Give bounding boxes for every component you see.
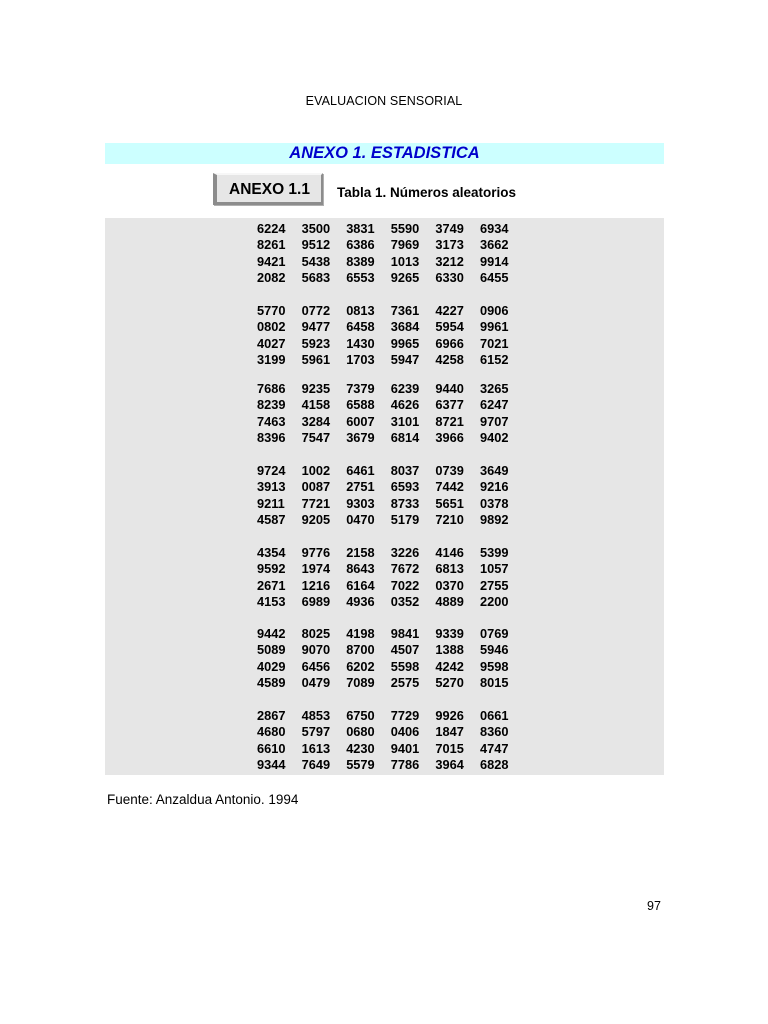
table-row	[257, 463, 525, 479]
number-cell: 0772	[301, 303, 331, 318]
table-row	[257, 708, 525, 724]
table-row	[257, 336, 525, 352]
number-cell: 5651	[435, 495, 464, 511]
number-cell: 9442	[257, 626, 286, 641]
number-cell: 7022	[390, 577, 420, 593]
table-row	[257, 479, 525, 495]
number-cell: 6386	[346, 237, 375, 253]
number-cell: 6202	[346, 658, 375, 674]
number-cell: 8261	[257, 237, 286, 253]
number-cell: 4587	[257, 511, 286, 527]
number-cell: 2158	[346, 545, 375, 560]
number-cell: 6461	[346, 463, 375, 478]
table-row	[257, 512, 525, 528]
number-cell: 2200	[479, 593, 509, 609]
number-cell: 9339	[435, 626, 464, 641]
table-row	[257, 561, 525, 577]
number-cell: 6813	[435, 561, 464, 577]
number-cell: 7463	[257, 413, 286, 429]
number-block	[257, 626, 525, 691]
number-cell: 3173	[435, 237, 464, 253]
number-cell: 1847	[435, 724, 464, 740]
number-cell: 6152	[479, 351, 509, 367]
number-cell: 0352	[390, 593, 420, 609]
number-cell: 3831	[346, 221, 375, 236]
number-cell: 4747	[479, 740, 509, 756]
number-cell: 8037	[390, 463, 420, 478]
table-caption: Tabla 1. Números aleatorios	[337, 185, 517, 200]
number-cell: 5954	[435, 319, 464, 335]
number-cell: 2082	[257, 269, 286, 285]
number-cell: 6814	[390, 429, 420, 445]
number-cell: 0661	[479, 708, 509, 723]
table-row	[257, 237, 525, 253]
number-cell: 7672	[390, 561, 420, 577]
number-cell: 8239	[257, 397, 286, 413]
number-cell: 6456	[301, 658, 331, 674]
number-cell: 2751	[346, 479, 375, 495]
number-cell: 1216	[301, 577, 331, 593]
number-cell: 5598	[390, 658, 420, 674]
number-cell: 8700	[346, 642, 375, 658]
number-cell: 3913	[257, 479, 286, 495]
number-cell: 1703	[346, 351, 375, 367]
number-cell: 3212	[435, 253, 464, 269]
number-cell: 0470	[346, 511, 375, 527]
number-cell: 8643	[346, 561, 375, 577]
number-cell: 3500	[301, 221, 331, 236]
number-cell: 9961	[479, 319, 509, 335]
number-cell: 4889	[435, 593, 464, 609]
number-cell: 6828	[479, 756, 509, 772]
number-cell: 7210	[435, 511, 464, 527]
number-cell: 4029	[257, 658, 286, 674]
table-row	[257, 414, 525, 430]
number-cell: 7021	[479, 335, 509, 351]
number-cell: 4153	[257, 593, 286, 609]
number-cell: 0087	[301, 479, 331, 495]
number-cell: 4198	[346, 626, 375, 641]
number-cell: 1613	[301, 740, 331, 756]
number-cell: 2755	[479, 577, 509, 593]
number-cell: 1013	[390, 253, 420, 269]
source-note: Fuente: Anzaldua Antonio. 1994	[107, 792, 299, 807]
number-cell: 9205	[301, 511, 331, 527]
number-cell: 4936	[346, 593, 375, 609]
number-cell: 5579	[346, 756, 375, 772]
table-row	[257, 626, 525, 642]
number-cell: 4227	[435, 303, 464, 318]
table-row	[257, 757, 525, 773]
number-cell: 9216	[479, 479, 509, 495]
number-cell: 5399	[479, 545, 509, 560]
number-cell: 7729	[390, 708, 420, 723]
table-row	[257, 724, 525, 740]
number-cell: 1002	[301, 463, 331, 478]
number-cell: 0479	[301, 674, 331, 690]
number-cell: 5770	[257, 303, 286, 318]
number-cell: 6934	[479, 221, 509, 236]
number-cell: 9303	[346, 495, 375, 511]
number-cell: 6377	[435, 397, 464, 413]
number-cell: 2671	[257, 577, 286, 593]
table-row	[257, 254, 525, 270]
table-row	[257, 270, 525, 286]
number-cell: 4354	[257, 545, 286, 560]
number-block	[257, 381, 525, 446]
number-cell: 9914	[479, 253, 509, 269]
annex-title: ANEXO 1. ESTADISTICA	[289, 144, 480, 162]
number-cell: 8025	[301, 626, 331, 641]
annex-label-box	[213, 173, 323, 205]
number-cell: 5946	[479, 642, 509, 658]
number-cell: 7786	[390, 756, 420, 772]
number-cell: 8015	[479, 674, 509, 690]
number-cell: 9421	[257, 253, 286, 269]
number-cell: 9598	[479, 658, 509, 674]
number-cell: 6553	[346, 269, 375, 285]
number-cell: 9235	[301, 381, 331, 396]
number-cell: 3101	[390, 413, 420, 429]
number-cell: 6989	[301, 593, 331, 609]
random-numbers-table	[105, 218, 664, 775]
number-cell: 2575	[390, 674, 420, 690]
table-row	[257, 397, 525, 413]
number-cell: 0906	[479, 303, 509, 318]
number-cell: 7686	[257, 381, 286, 396]
number-cell: 8396	[257, 429, 286, 445]
number-cell: 0739	[435, 463, 464, 478]
running-header: EVALUACION SENSORIAL	[305, 94, 463, 108]
number-cell: 1974	[301, 561, 331, 577]
number-cell: 9265	[390, 269, 420, 285]
number-cell: 9776	[301, 545, 331, 560]
table-row	[257, 578, 525, 594]
number-cell: 9707	[479, 413, 509, 429]
number-cell: 3684	[390, 319, 420, 335]
number-cell: 4146	[435, 545, 464, 560]
number-cell: 1057	[479, 561, 509, 577]
number-cell: 9401	[390, 740, 420, 756]
table-row	[257, 594, 525, 610]
number-cell: 1430	[346, 335, 375, 351]
number-cell: 0813	[346, 303, 375, 318]
number-cell: 7547	[301, 429, 331, 445]
number-cell: 4027	[257, 335, 286, 351]
table-row	[257, 430, 525, 446]
number-cell: 3679	[346, 429, 375, 445]
table-row	[257, 319, 525, 335]
table-row	[257, 642, 525, 658]
table-row	[257, 545, 525, 561]
table-row	[257, 352, 525, 368]
number-cell: 7361	[390, 303, 420, 318]
number-cell: 5797	[301, 724, 331, 740]
annex-label: ANEXO 1.1	[229, 181, 310, 198]
number-cell: 6007	[346, 413, 375, 429]
number-cell: 6164	[346, 577, 375, 593]
number-cell: 8721	[435, 413, 464, 429]
number-cell: 9512	[301, 237, 331, 253]
number-cell: 3649	[479, 463, 509, 478]
number-cell: 5683	[301, 269, 331, 285]
number-cell: 4680	[257, 724, 286, 740]
number-cell: 7442	[435, 479, 464, 495]
page-number: 97	[647, 899, 661, 913]
annex-title-band	[105, 143, 664, 164]
number-cell: 0802	[257, 319, 286, 335]
number-cell: 7089	[346, 674, 375, 690]
number-cell: 7015	[435, 740, 464, 756]
number-cell: 5179	[390, 511, 420, 527]
table-row	[257, 221, 525, 237]
table-row	[257, 303, 525, 319]
number-cell: 9070	[301, 642, 331, 658]
number-block	[257, 221, 525, 286]
table-row	[257, 741, 525, 757]
number-block	[257, 463, 525, 528]
number-cell: 6247	[479, 397, 509, 413]
number-cell: 3226	[390, 545, 420, 560]
number-cell: 4626	[390, 397, 420, 413]
number-cell: 5270	[435, 674, 464, 690]
number-cell: 9477	[301, 319, 331, 335]
number-cell: 7969	[390, 237, 420, 253]
number-cell: 1388	[435, 642, 464, 658]
number-cell: 9592	[257, 561, 286, 577]
number-block	[257, 303, 525, 368]
number-cell: 3749	[435, 221, 464, 236]
number-cell: 5590	[390, 221, 420, 236]
number-cell: 3199	[257, 351, 286, 367]
number-cell: 9841	[390, 626, 420, 641]
number-cell: 8389	[346, 253, 375, 269]
number-cell: 0378	[479, 495, 509, 511]
number-block	[257, 545, 525, 610]
number-cell: 5961	[301, 351, 331, 367]
number-cell: 4507	[390, 642, 420, 658]
number-cell: 5089	[257, 642, 286, 658]
table-row	[257, 659, 525, 675]
number-cell: 6458	[346, 319, 375, 335]
number-cell: 6610	[257, 740, 286, 756]
number-cell: 2867	[257, 708, 286, 723]
number-cell: 4158	[301, 397, 331, 413]
number-cell: 9344	[257, 756, 286, 772]
number-cell: 6239	[390, 381, 420, 396]
number-cell: 9892	[479, 511, 509, 527]
number-cell: 6593	[390, 479, 420, 495]
number-cell: 6588	[346, 397, 375, 413]
number-cell: 9724	[257, 463, 286, 478]
number-cell: 6330	[435, 269, 464, 285]
number-cell: 3265	[479, 381, 509, 396]
number-cell: 6966	[435, 335, 464, 351]
number-cell: 9402	[479, 429, 509, 445]
number-cell: 3964	[435, 756, 464, 772]
number-cell: 4230	[346, 740, 375, 756]
number-cell: 4589	[257, 674, 286, 690]
table-row	[257, 381, 525, 397]
number-cell: 5923	[301, 335, 331, 351]
number-cell: 6750	[346, 708, 375, 723]
number-cell: 8733	[390, 495, 420, 511]
number-cell: 6455	[479, 269, 509, 285]
number-cell: 8360	[479, 724, 509, 740]
number-cell: 4853	[301, 708, 331, 723]
number-cell: 3966	[435, 429, 464, 445]
number-cell: 5947	[390, 351, 420, 367]
number-cell: 9965	[390, 335, 420, 351]
number-cell: 3284	[301, 413, 331, 429]
number-cell: 0370	[435, 577, 464, 593]
number-cell: 4242	[435, 658, 464, 674]
number-cell: 7379	[346, 381, 375, 396]
number-cell: 0769	[479, 626, 509, 641]
table-row	[257, 675, 525, 691]
number-cell: 4258	[435, 351, 464, 367]
number-cell: 9211	[257, 495, 285, 511]
number-cell: 9440	[435, 381, 464, 396]
number-cell: 0406	[390, 724, 420, 740]
number-cell: 5438	[301, 253, 331, 269]
number-cell: 3662	[479, 237, 509, 253]
number-cell: 0680	[346, 724, 375, 740]
number-cell: 9926	[435, 708, 464, 723]
number-cell: 7649	[301, 756, 331, 772]
table-row	[257, 496, 525, 512]
number-cell: 7721	[301, 495, 331, 511]
number-block	[257, 708, 525, 773]
number-cell: 6224	[257, 221, 286, 236]
